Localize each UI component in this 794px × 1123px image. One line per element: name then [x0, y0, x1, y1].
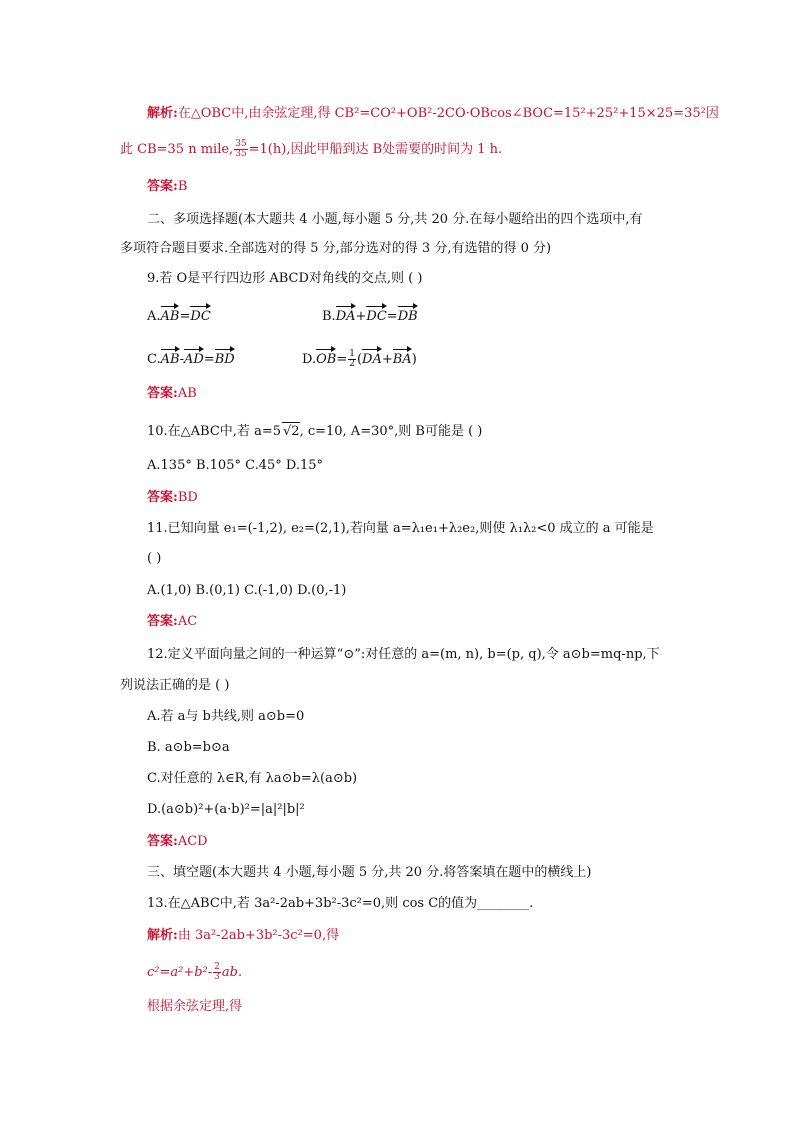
q9-option-c: C.AB-AD=BD — [147, 349, 235, 369]
analysis-label: 解析: — [147, 106, 178, 121]
q8-analysis-text-2b: =1(h),因此甲船到达 B处需要的时间为 1 h. — [248, 142, 503, 157]
section2-header-1: 二、多项选择题(本大题共 4 小题,每小题 5 分,共 20 分.在每小题给出的四个选项中,有 — [147, 212, 643, 227]
answer-value: AC — [177, 614, 198, 629]
q8-analysis-text-2a: 此 CB=35 n mile, — [120, 142, 234, 157]
section2-header-2: 多项符合题目要求.全部选对的得 5 分,部分选对的得 3 分,有选错的得 0 分) — [120, 241, 552, 256]
q10-stem: 10.在△ABC中,若 a=5 √2, c=10, A=30°,则 B可能是 ( ) — [147, 424, 483, 439]
answer-label: 答案: — [147, 386, 178, 401]
q11-stem-1: 11.已知向量 e₁=(-1,2), e₂=(2,1),若向量 a=λ₁e₁+λ₂e₂,则使 λ₁λ₂<0 成立的 a 可能是 — [147, 521, 654, 536]
q9-fraction: $\frac{1}{2}$ — [349, 349, 355, 369]
q13-analysis-equation: 3a²-2ab+3b²-3c²=0, — [194, 928, 327, 943]
q13-analysis: 解析:由 3a²-2ab+3b²-3c²=0,得 — [147, 928, 340, 943]
q12-option-b: B. a⊙b=b⊙a — [147, 740, 230, 755]
q9-option-b: B.DA+DC=DB — [322, 306, 418, 326]
answer-label: 答案: — [147, 614, 178, 629]
q8-fraction: $\frac{35}{35}$ — [235, 139, 247, 159]
answer-value: BD — [177, 490, 198, 505]
q8-answer — [147, 178, 187, 196]
analysis-label: 解析: — [147, 928, 178, 943]
q9-answer — [147, 385, 197, 403]
q12-option-d: D.(a⊙b)²+(a·b)²=|a|²|b|² — [147, 802, 305, 817]
q12-stem-2: 列说法正确的是 ( ) — [120, 678, 230, 693]
q12-answer — [147, 833, 208, 851]
answer-label: 答案: — [147, 490, 178, 505]
q13-cos-rule: 根据余弦定理,得 — [147, 999, 243, 1014]
q10-options: A.135° B.105° C.45° D.15° — [147, 458, 324, 473]
q13-equation-2: c²=a²+b²- $\frac{2}{3}$ ab. — [147, 962, 243, 982]
answer-value: AB — [177, 386, 197, 401]
q12-stem-1: 12.定义平面向量之间的一种运算“⊙”:对任意的 a=(m, n), b=(p, q),令 a⊙b=mq-np,下 — [147, 647, 660, 662]
q11-answer — [147, 613, 197, 631]
answer-label: 答案: — [147, 179, 178, 194]
section3-header: 三、填空题(本大题共 4 小题,每小题 5 分,共 20 分.将答案填在题中的横线上) — [147, 865, 592, 880]
q13-stem: 13.在△ABC中,若 3a²-2ab+3b²-3c²=0,则 cos C的值为________. — [147, 896, 534, 911]
q11-stem-2: ( ) — [147, 551, 162, 566]
q8-analysis-line-1 — [147, 105, 719, 123]
q8-analysis-text: 在△OBC中,由余弦定理,得 CB²=CO²+OB²-2CO·OBcos∠BOC=15²+25²+15×25=35²因 — [177, 106, 719, 121]
q10-answer — [147, 489, 198, 507]
q9-option-d: D.OB= $\frac{1}{2}$ (DA+BA) — [302, 349, 417, 369]
q9-option-a: A.AB=DC — [147, 306, 211, 326]
sqrt-symbol: √2 — [282, 424, 300, 439]
answer-label: 答案: — [147, 834, 178, 849]
q9-stem: 9.若 O是平行四边形 ABCD对角线的交点,则 ( ) — [147, 271, 423, 286]
q12-option-c: C.对任意的 λ∈R,有 λa⊙b=λ(a⊙b) — [147, 771, 358, 786]
q11-options: A.(1,0) B.(0,1) C.(-1,0) D.(0,-1) — [147, 583, 347, 598]
answer-value: B — [177, 179, 188, 194]
q13-fraction: $\frac{2}{3}$ — [214, 962, 220, 982]
answer-value: ACD — [177, 834, 208, 849]
q12-option-a: A.若 a与 b共线,则 a⊙b=0 — [147, 709, 305, 724]
q8-analysis-line-2 — [120, 140, 502, 159]
